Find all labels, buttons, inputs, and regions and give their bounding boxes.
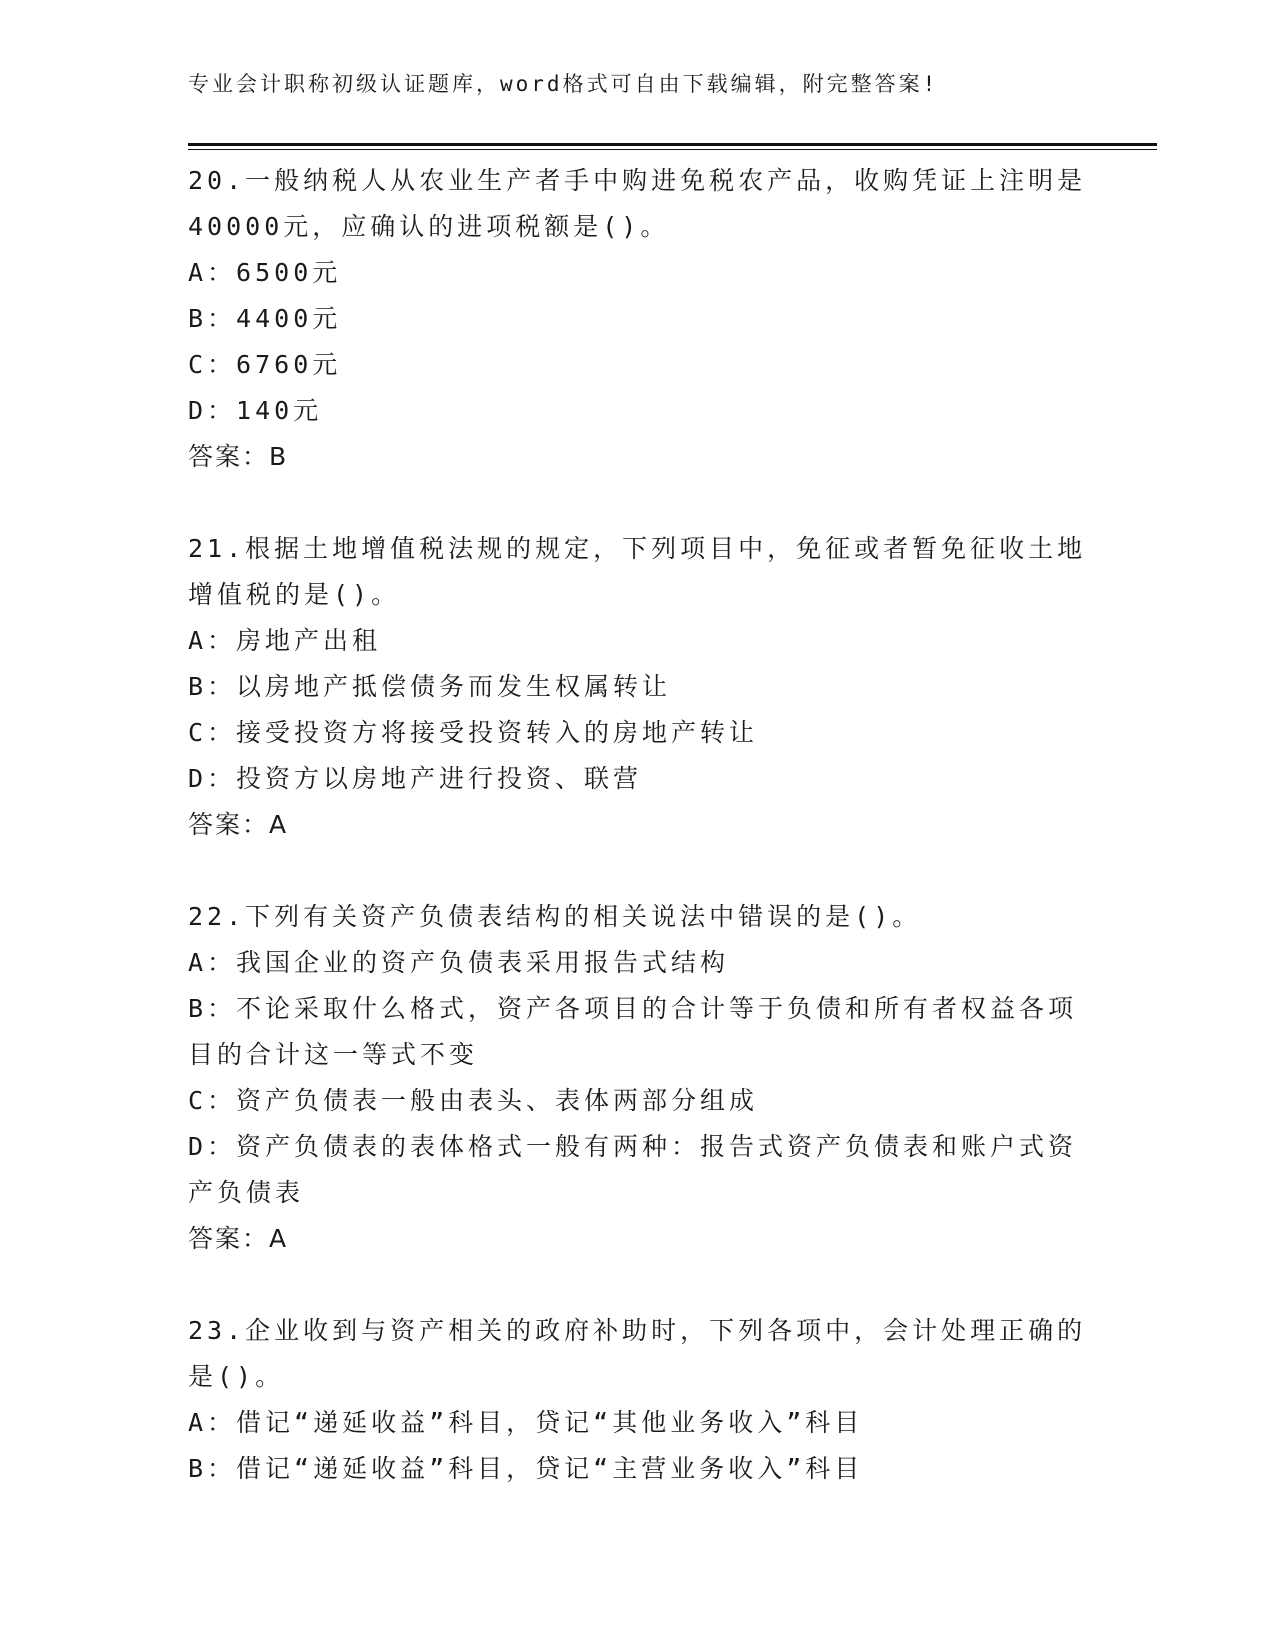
option-c: C：6760元 xyxy=(188,350,342,379)
header-divider-thin xyxy=(188,149,1157,150)
option-b-continued: 目的合计这一等式不变 xyxy=(188,1040,479,1069)
option-d: D：资产负债表的表体格式一般有两种：报告式资产负债表和账户式资 xyxy=(188,1132,1078,1161)
question-stem-line: 40000元，应确认的进项税额是()。 xyxy=(188,212,670,241)
question-23 xyxy=(188,1308,1088,1492)
question-20 xyxy=(188,158,1088,480)
option-d-continued: 产负债表 xyxy=(188,1178,305,1207)
question-list xyxy=(188,158,1088,1492)
answer-line: 答案：B xyxy=(188,442,289,471)
option-a: A：房地产出租 xyxy=(188,626,382,655)
answer-line: 答案：A xyxy=(188,1224,289,1253)
option-d: D：投资方以房地产进行投资、联营 xyxy=(188,764,643,793)
option-b: B：4400元 xyxy=(188,304,342,333)
question-stem-line: 22.下列有关资产负债表结构的相关说法中错误的是()。 xyxy=(188,902,922,931)
option-c: C：接受投资方将接受投资转入的房地产转让 xyxy=(188,718,759,747)
question-stem-line: 是()。 xyxy=(188,1362,285,1391)
option-d: D：140元 xyxy=(188,396,323,425)
question-stem-line: 增值税的是()。 xyxy=(188,580,401,609)
question-stem-line: 20.一般纳税人从农业生产者手中购进免税农产品，收购凭证上注明是 xyxy=(188,166,1087,195)
option-a: A：6500元 xyxy=(188,258,342,287)
page-header: 专业会计职称初级认证题库，word格式可自由下载编辑，附完整答案! xyxy=(188,72,939,96)
question-22 xyxy=(188,894,1088,1262)
option-b: B：借记“递延收益”科目，贷记“主营业务收入”科目 xyxy=(188,1454,864,1483)
option-b: B：不论采取什么格式，资产各项目的合计等于负债和所有者权益各项 xyxy=(188,994,1078,1023)
question-stem-line: 21.根据土地增值税法规的规定，下列项目中，免征或者暂免征收土地 xyxy=(188,534,1087,563)
header-divider-thick xyxy=(188,143,1157,146)
option-c: C：资产负债表一般由表头、表体两部分组成 xyxy=(188,1086,759,1115)
option-a: A：我国企业的资产负债表采用报告式结构 xyxy=(188,948,730,977)
question-stem-line: 23.企业收到与资产相关的政府补助时，下列各项中，会计处理正确的 xyxy=(188,1316,1087,1345)
answer-line: 答案：A xyxy=(188,810,289,839)
question-21 xyxy=(188,526,1088,848)
option-b: B：以房地产抵偿债务而发生权属转让 xyxy=(188,672,672,701)
option-a: A：借记“递延收益”科目，贷记“其他业务收入”科目 xyxy=(188,1408,864,1437)
